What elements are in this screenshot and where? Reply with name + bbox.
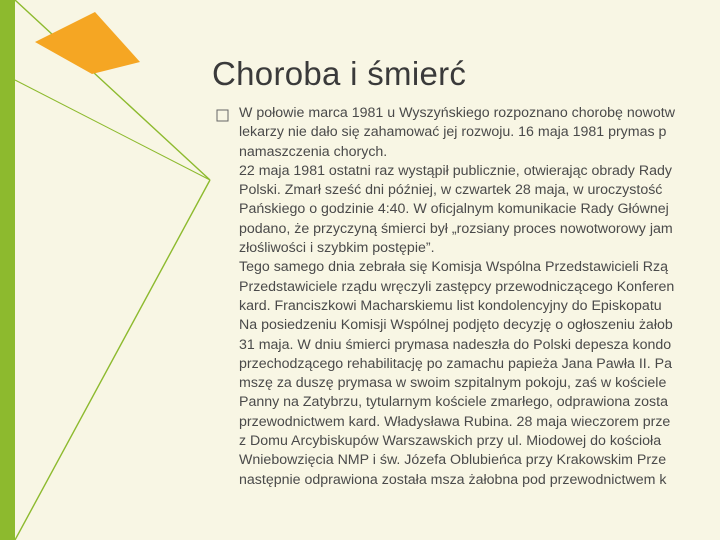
body-line: przewodnictwem kard. Władysława Rubina. 28 maja wieczorem prze	[239, 413, 671, 430]
body-line: lekarzy nie dało się zahamować jej rozwoju. 16 maja 1981 prymas p	[239, 124, 667, 141]
body-line: 31 maja. W dniu śmierci prymasa nadeszła do Polski depesza kondo	[239, 336, 672, 353]
orange-accent-shape	[35, 12, 140, 74]
slide-title: Choroba i śmierć	[212, 55, 467, 92]
checkbox-bullet-icon	[216, 109, 229, 122]
body-line: Pańskiego o godzinie 4:40. W oficjalnym komunikacie Rady Głównej	[239, 201, 669, 218]
body-line: podano, że przyczyną śmierci był „rozsiany proces nowotworowy jam	[239, 220, 673, 237]
body-line: Wniebowzięcia NMP i św. Józefa Oblubieńca przy Krakowskim Prze	[239, 452, 667, 469]
body-line: z Domu Arcybiskupów Warszawskich przy ul. Miodowej do kościoła	[239, 433, 662, 450]
slide-body-text	[239, 104, 720, 490]
body-line: złośliwości i szybkim postępie”.	[239, 240, 435, 257]
body-line: następnie odprawiona została msza żałobna pod przewodnictwem k	[239, 471, 667, 488]
body-line: namaszczenia chorych.	[239, 143, 388, 160]
body-line: przechodzącego rehabilitację po zamachu papieża Jana Pawła II. Pa	[239, 355, 672, 372]
body-line: Panny na Zatybrzu, tytularnym kościele zmarłego, odprawiona zosta	[239, 394, 668, 411]
body-line: kard. Franciszkowi Macharskiemu list kondolencyjny do Episkopatu	[239, 297, 662, 314]
body-line: Na posiedzeniu Komisji Wspólnej podjęto decyzję o ogłoszeniu żałob	[239, 317, 673, 334]
body-line: W połowie marca 1981 u Wyszyńskiego rozpoznano chorobę nowotw	[239, 105, 675, 121]
body-line: Tego samego dnia zebrała się Komisja Wspólna Przedstawicieli Rzą	[239, 259, 668, 276]
body-line: 22 maja 1981 ostatni raz wystąpił publicznie, otwierając obrady Rady	[239, 162, 672, 179]
body-line: Przedstawiciele rządu wręczyli zastępcy przewodniczącego Konferen	[239, 278, 675, 295]
body-line: Polski. Zmarł sześć dni później, w czwartek 28 maja, w uroczystość	[239, 182, 663, 199]
body-line: mszę za duszę prymasa w swoim szpitalnym pokoju, zaś w kościele	[239, 375, 667, 392]
